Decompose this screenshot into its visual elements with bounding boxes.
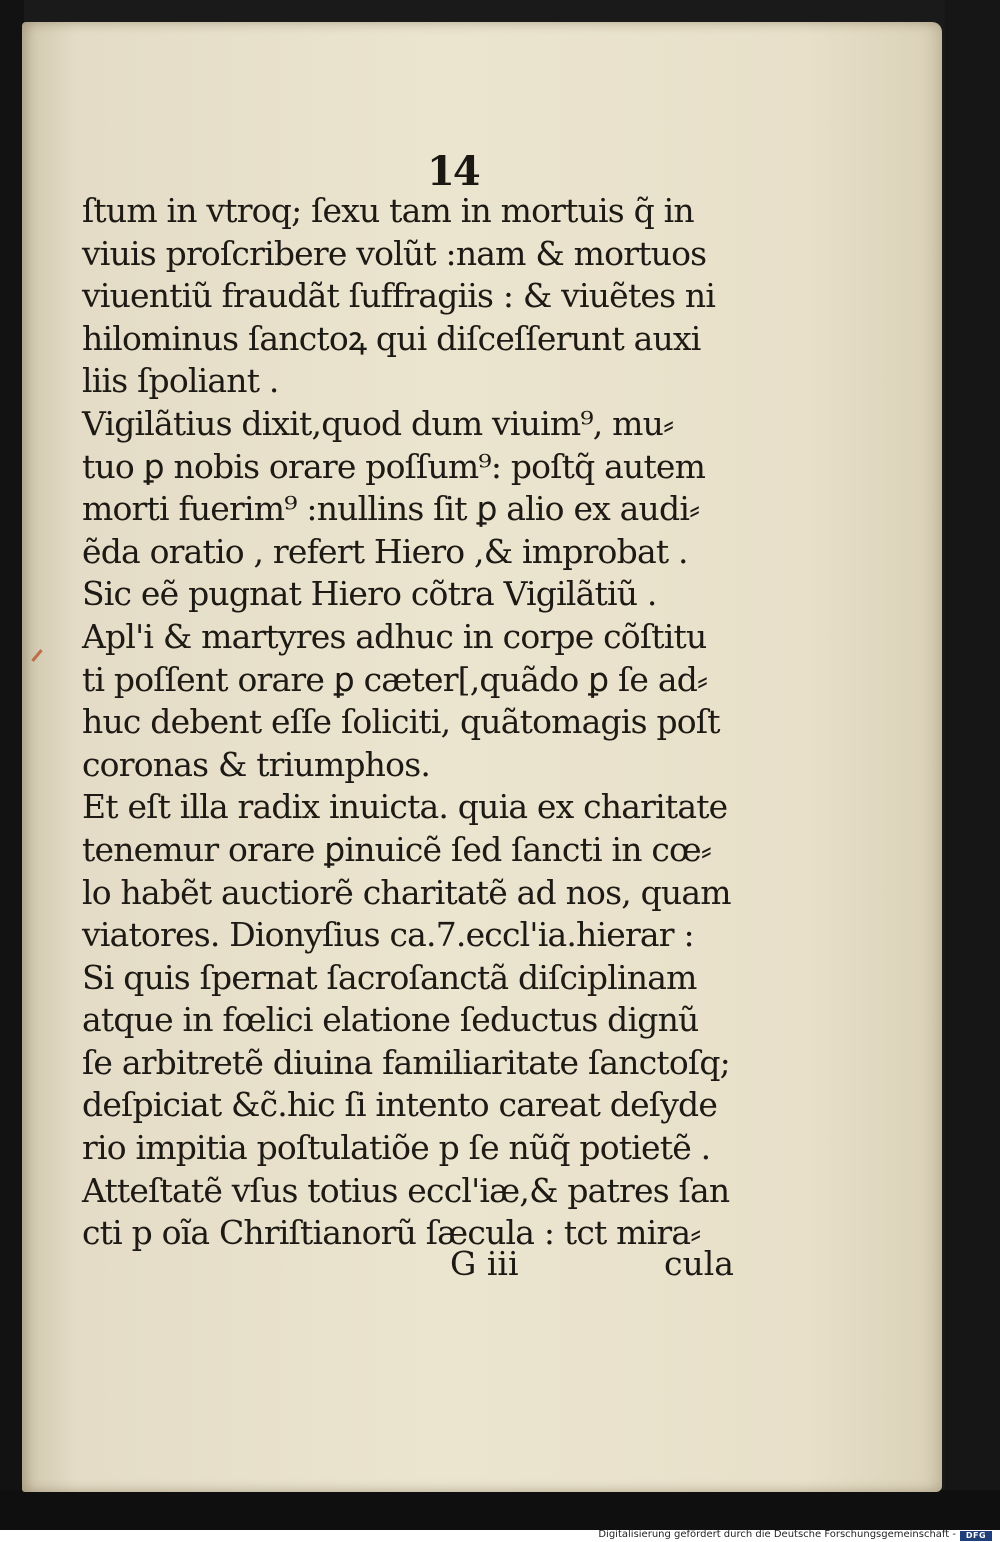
text-line: Si quis ſpernat ſacroſanctã diſciplinam (82, 957, 697, 997)
book-page (22, 22, 942, 1492)
text-line: tuo ꝑ nobis orare poſſum⁹: poſtq̃ autem (82, 446, 706, 486)
attribution-text: Digitalisierung gefördert durch die Deutsche Forschungsgemeinschaft - (598, 1529, 956, 1540)
text-line: liis ſpoliant . (82, 361, 279, 401)
text-line: rio impitia poſtulatiõe p ſe nũq̃ potietẽ . (82, 1128, 711, 1168)
text-line: Et eſt illa radix inuicta. quia ex charitate (82, 787, 728, 827)
scan-border-bottom (0, 1490, 1000, 1530)
text-line: Apl'i & martyres adhuc in corpe cõſtitu (82, 616, 707, 656)
scan-border-right (945, 0, 1000, 1530)
page-number: 14 (427, 148, 479, 195)
signature-mark: G iii (450, 1244, 519, 1283)
text-line: viuis proſcribere volũt :nam & mortuos (82, 233, 707, 273)
attribution-bar (0, 1530, 1000, 1542)
page-body-text (82, 190, 772, 1255)
text-line: Sic eẽ pugnat Hiero cõtra Vigilãtiũ . (82, 574, 657, 614)
text-line: viuentiũ fraudãt ſuffragiis : & viuẽtes ni (82, 276, 716, 316)
text-line: deſpiciat &c̃.hic ſi intento careat deſyde (82, 1085, 718, 1125)
catchword: cula (664, 1244, 734, 1283)
page-footer (82, 1244, 772, 1288)
text-line: ſe arbitretẽ diuina familiaritate ſanctoſq; (82, 1042, 730, 1082)
text-line: Vigilãtius dixit,quod dum viuim⁹, mu⸗ (82, 403, 674, 443)
text-line: coronas & triumphos. (82, 744, 431, 784)
text-line: atque in fœlici elatione ſeductus dignũ (82, 1000, 699, 1040)
dfg-logo-icon: DFG (960, 1531, 992, 1541)
text-line: ẽda oratio , refert Hiero ,& improbat . (82, 531, 688, 571)
scan-border-left (0, 0, 24, 1530)
text-line: tenemur orare ꝑinuicẽ ſed ſancti in cœ⸗ (82, 829, 712, 869)
text-line: ſtum in vtroq; ſexu tam in mortuis q̃ in (82, 191, 694, 230)
text-line: viatores. Dionyſius ca.7.eccl'ia.hierar : (82, 915, 694, 955)
text-line: huc debent eſſe ſoliciti, quãtomagis poſt (82, 702, 720, 742)
text-line: ti poſſent orare ꝑ cæter[,quãdo ꝑ ſe ad⸗ (82, 659, 708, 699)
text-line: Atteſtatẽ vſus totius eccl'iæ,& patres ſan (82, 1170, 730, 1210)
text-line: cti p oĩa Chriſtianorũ ſæcula : tct mira⸗ (82, 1213, 701, 1253)
text-line: morti fuerim⁹ :nullins ſit ꝑ alio ex audi⸗ (82, 489, 700, 529)
text-line: lo habẽt auctiorẽ charitatẽ ad nos, quam (82, 872, 731, 912)
text-line: hilominus ſanctoꝝ qui diſceſſerunt auxi (82, 318, 701, 358)
